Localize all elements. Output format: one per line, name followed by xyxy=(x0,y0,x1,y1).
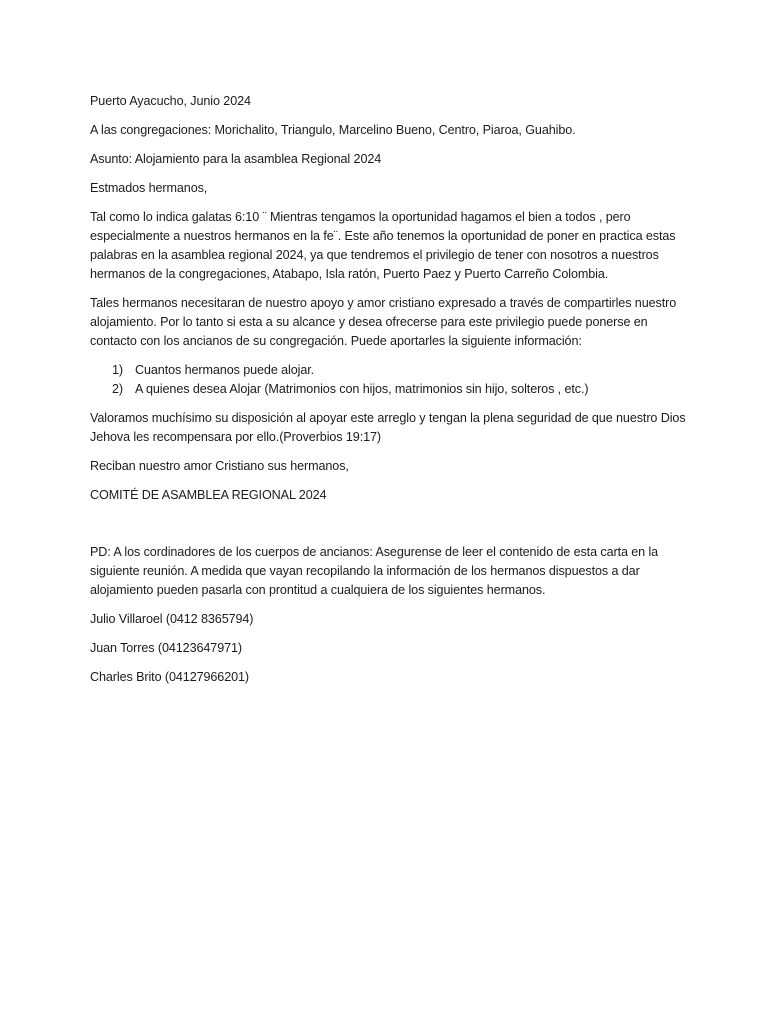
list-item xyxy=(90,361,690,380)
spacer xyxy=(90,515,690,543)
contact-item: Juan Torres (04123647971) xyxy=(90,641,243,655)
contact-item: Julio Villaroel (0412 8365794) xyxy=(90,612,254,626)
paragraph-request: Tales hermanos necesitaran de nuestro apoyo y amor cristiano expresado a través de compartirles nuestro alojamiento. Por lo tanto si esta a su alcance y desea ofrecerse para este privilegio puede ponerse en contacto con los ancianos de su congregación. Puede aportarles la siguiente información: xyxy=(90,296,677,348)
closing-line: Reciban nuestro amor Cristiano sus hermanos, xyxy=(90,459,349,473)
greeting: Estmados hermanos, xyxy=(90,181,208,195)
paragraph-intro: Tal como lo indica galatas 6:10 ¨ Mientras tengamos la oportunidad hagamos el bien a todos , pero especialmente a nuestros hermanos en la fe¨. Este año tenemos la oportunidad de poner en practica estas palabras en la asamblea regional 2024, ya que tendremos el privilegio de tener con nosotros a nuestros hermanos de la congregaciones, Atabapo, Isla ratón, Puerto Paez y Puerto Carreño Colombia. xyxy=(90,210,676,281)
list-item-text: Cuantos hermanos puede alojar. xyxy=(135,363,315,377)
information-list xyxy=(90,361,690,399)
list-item-number: 1) xyxy=(112,363,123,377)
paragraph-thanks: Valoramos muchísimo su disposición al apoyar este arreglo y tengan la plena seguridad de que nuestro Dios Jehova les recompensara por ello.(Proverbios 19:17) xyxy=(90,411,686,444)
letter-body xyxy=(90,92,690,697)
list-item xyxy=(90,380,690,399)
contact-item: Charles Brito (04127966201) xyxy=(90,670,250,684)
recipients-line: A las congregaciones: Morichalito, Triangulo, Marcelino Bueno, Centro, Piaroa, Guahibo. xyxy=(90,123,576,137)
place-date: Puerto Ayacucho, Junio 2024 xyxy=(90,94,251,108)
subject-line: Asunto: Alojamiento para la asamblea Regional 2024 xyxy=(90,152,382,166)
list-item-text: A quienes desea Alojar (Matrimonios con hijos, matrimonios sin hijo, solteros , etc.) xyxy=(135,382,589,396)
postscript: PD: A los cordinadores de los cuerpos de ancianos: Asegurense de leer el contenido de esta carta en la siguiente reunión. A medida que vayan recopilando la información de los hermanos dispuestos a dar alojamiento pueden pasarla con prontitud a cualquiera de los siguientes hermanos. xyxy=(90,545,659,597)
list-item-number: 2) xyxy=(112,382,123,396)
signature: COMITÉ DE ASAMBLEA REGIONAL 2024 xyxy=(90,488,327,502)
